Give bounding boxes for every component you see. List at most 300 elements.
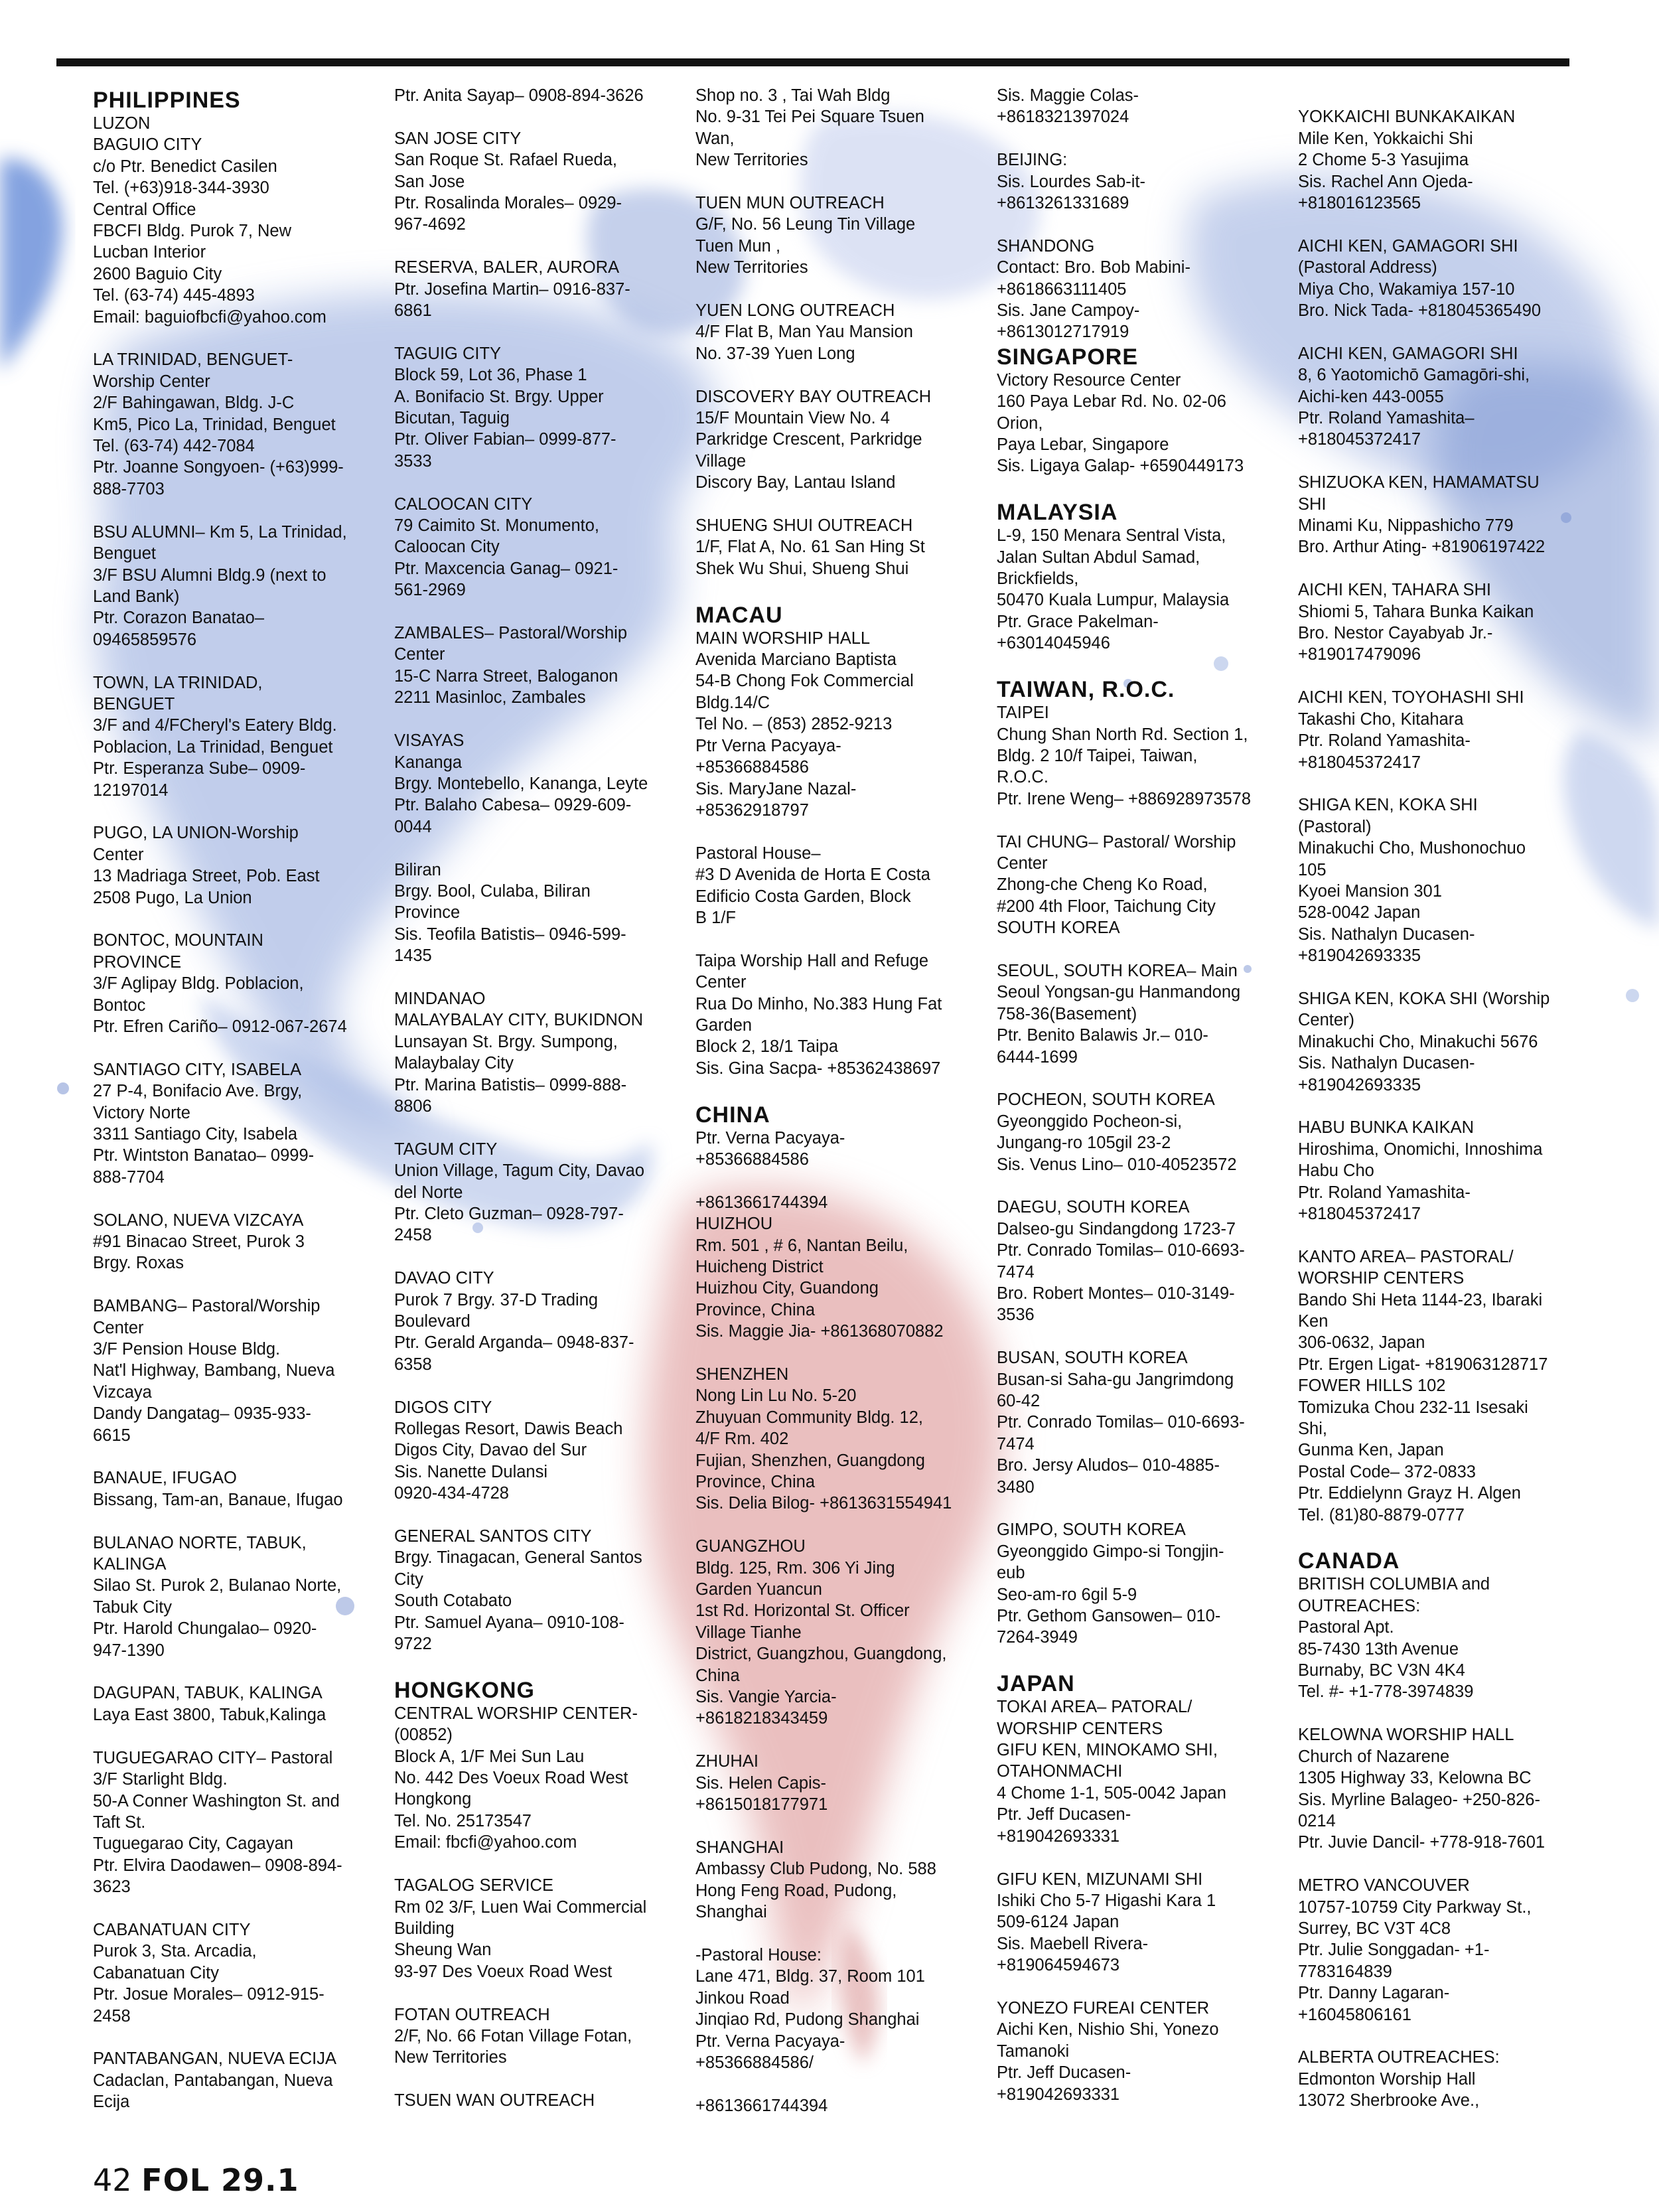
entry-spacer	[394, 472, 695, 493]
entry-line: KANTO AREA– PASTORAL/	[1298, 1247, 1514, 1266]
entry-line: 50-A Conner Washington St. and	[93, 1791, 340, 1810]
entry-line: 13072 Sherbrooke Ave.,	[1298, 2091, 1480, 2110]
entry-line: 3536	[997, 1305, 1035, 1325]
entry-line: HUIZHOU	[695, 1215, 773, 1234]
entry-line: Minami Ku, Nippashicho 779	[1298, 516, 1514, 536]
entry-line: Tuen Mun ,	[695, 236, 781, 256]
entry-line: #200 4th Floor, Taichung City	[997, 897, 1216, 916]
directory-entry	[997, 1347, 1298, 1498]
directory-entry	[93, 1919, 394, 2027]
entry-line: Victory Resource Center	[997, 370, 1181, 390]
entry-line: Sis. Lourdes Sab-it-	[997, 172, 1145, 191]
entry-line: Zhong-che Cheng Ko Road,	[997, 875, 1208, 895]
entry-line: District, Guangzhou, Guangdong,	[695, 1645, 947, 1664]
entry-line: LUZON	[93, 114, 151, 133]
entry-line: 1305 Highway 33, Kelowna BC	[1298, 1769, 1532, 1788]
entry-line: +16045806161	[1298, 2005, 1411, 2024]
entry-line: Wan,	[695, 129, 735, 148]
entry-line: Shiomi 5, Tahara Bunka Kaikan	[1298, 602, 1534, 621]
entry-line: G/F, No. 56 Leung Tin Village	[695, 215, 916, 234]
entry-line: ZHUHAI	[695, 1752, 758, 1771]
entry-line: TAGUIG CITY	[394, 344, 502, 363]
entry-line: Email: fbcfi@yahoo.com	[394, 1833, 577, 1852]
directory-entry	[93, 1059, 394, 1188]
entry-spacer	[1298, 214, 1599, 235]
entry-line: Ecija	[93, 2093, 130, 2112]
entry-line: B 1/F	[695, 908, 736, 927]
entry-line: BRITISH COLUMBIA and	[1298, 1575, 1490, 1594]
entry-line	[1298, 85, 1599, 106]
directory-entry	[394, 730, 695, 838]
directory-entry	[997, 149, 1298, 214]
entry-spacer	[93, 1511, 394, 1532]
entry-line: Digos City, Davao del Sur	[394, 1441, 587, 1460]
entry-line: Contact: Bro. Bob Mabini-	[997, 258, 1190, 277]
entry-line: Purok 3, Sta. Arcadia,	[93, 1942, 257, 1961]
entry-line: Huicheng District	[695, 1257, 824, 1276]
entry-spacer	[1298, 1224, 1599, 1246]
directory-entry	[93, 672, 394, 801]
entry-spacer	[997, 1068, 1298, 1089]
entry-spacer	[93, 500, 394, 521]
entry-line: Ptr. Oliver Fabian– 0999-877-	[394, 430, 616, 449]
entry-line: 8806	[394, 1096, 432, 1116]
directory-entry	[93, 1467, 394, 1511]
entry-spacer	[997, 810, 1298, 831]
entry-line: SHIZUOKA KEN, HAMAMATSU	[1298, 473, 1540, 492]
entry-line: YUEN LONG OUTREACH	[695, 301, 895, 321]
entry-line: Takashi Cho, Kitahara	[1298, 709, 1464, 729]
entry-line: Rm. 501 , # 6, Nantan Beilu,	[695, 1236, 908, 1255]
entry-line: 1st Rd. Horizontal St. Officer	[695, 1601, 910, 1621]
entry-line: 6358	[394, 1355, 432, 1374]
directory-entry	[997, 85, 1298, 128]
entry-line: BULANAO NORTE, TABUK,	[93, 1533, 307, 1552]
entry-line: New Territories	[695, 258, 808, 277]
directory-entry	[394, 859, 695, 967]
entry-line: FOTAN OUTREACH	[394, 2005, 550, 2024]
directory-entry	[695, 192, 997, 279]
entry-spacer	[394, 1854, 695, 1875]
entry-line: Ptr. Maxcencia Ganag– 0921-	[394, 559, 618, 578]
entry-line: Ptr. Ergen Ligat- +819063128717	[1298, 1355, 1548, 1374]
entry-line: DISCOVERY BAY OUTREACH	[695, 387, 932, 406]
directory-entry	[695, 1536, 997, 1730]
entry-line: KALINGA	[93, 1555, 167, 1574]
entry-line: Ptr. Corazon Banatao–	[93, 609, 265, 628]
entry-line: Center	[93, 1318, 144, 1337]
entry-line: 888-7704	[93, 1167, 165, 1187]
entry-line: 13 Madriaga Street, Pob. East	[93, 867, 320, 886]
directory-entry	[997, 1519, 1298, 1648]
entry-line: Ptr. Conrado Tomilas– 010-6693-	[997, 1241, 1245, 1260]
entry-line: Tel. (81)80-8879-0777	[1298, 1505, 1465, 1524]
entry-spacer	[394, 106, 695, 127]
entry-line: Biliran	[394, 860, 441, 879]
directory-entry	[997, 1869, 1298, 1976]
entry-line: +8613261331689	[997, 194, 1129, 213]
entry-line: City	[394, 1570, 423, 1589]
directory-entry	[695, 1837, 997, 2116]
entry-spacer	[997, 939, 1298, 960]
entry-line: Orion,	[997, 413, 1043, 433]
directory-entry	[1298, 1246, 1599, 1526]
entry-line: R.O.C.	[997, 768, 1048, 787]
entry-spacer	[93, 1898, 394, 1919]
entry-line: METRO VANCOUVER	[1298, 1876, 1470, 1895]
entry-line: Lane 471, Bldg. 37, Room 101	[695, 1967, 925, 1986]
entry-spacer	[1298, 666, 1599, 687]
entry-line: Tel No. – (853) 2852-9213	[695, 715, 893, 734]
entry-line: Ambassy Club Pudong, No. 588	[695, 1860, 936, 1879]
entry-line: Kyoei Mansion 301	[1298, 881, 1442, 901]
entry-line: Building	[394, 1919, 455, 1938]
entry-spacer	[1298, 967, 1599, 988]
directory-entry	[394, 1397, 695, 1505]
entry-line: Sis. Gina Sacpa- +85362438697	[695, 1059, 941, 1078]
directory-entry	[1298, 1724, 1599, 1853]
entry-line: TAGALOG SERVICE	[394, 1876, 553, 1895]
directory-entry	[1298, 343, 1599, 451]
entry-line: +8618321397024	[997, 108, 1129, 127]
entry-line: Nat'l Highway, Bambang, Nueva	[93, 1361, 335, 1380]
entry-line: Tel. (63-74) 442-7084	[93, 437, 255, 456]
entry-line: SOLANO, NUEVA VIZCAYA	[93, 1211, 304, 1230]
directory-entry	[997, 1671, 1298, 1847]
entry-line: Miya Cho, Wakamiya 157-10	[1298, 279, 1515, 299]
entry-spacer	[997, 654, 1298, 676]
entry-line: Ptr. Balaho Cabesa– 0929-609-	[394, 796, 632, 815]
entry-line: New Territories	[394, 2048, 507, 2067]
entry-line: +818045372417	[1298, 430, 1421, 449]
entry-line: +818045372417	[1298, 753, 1421, 772]
directory-entry	[394, 1526, 695, 1655]
entry-line: Rua Do Minho, No.383 Hung Fat	[695, 994, 942, 1013]
entry-line: Sheung Wan	[394, 1941, 492, 1960]
entry-spacer	[1298, 1526, 1599, 1547]
entry-line: Ptr. Eddielynn Grayz H. Algen	[1298, 1484, 1521, 1503]
entry-line: +818045372417	[1298, 1204, 1421, 1223]
entry-line: BENGUET	[93, 694, 175, 713]
entry-line: Ptr. Samuel Ayana– 0910-108-	[394, 1613, 624, 1632]
entry-spacer	[997, 477, 1298, 498]
entry-line: DIGOS CITY	[394, 1398, 492, 1417]
entry-line: Malaybalay City	[394, 1054, 514, 1073]
entry-line: Sis. Helen Capis-	[695, 1773, 826, 1793]
entry-line: +819042693335	[1298, 946, 1421, 966]
entry-line: Brgy. Bool, Culaba, Biliran	[394, 881, 591, 901]
entry-spacer	[997, 1976, 1298, 1998]
entry-line: 947-1390	[93, 1641, 165, 1660]
entry-line: HABU BUNKA KAIKAN	[1298, 1118, 1474, 1138]
entry-spacer	[93, 1446, 394, 1467]
entry-line: Surrey, BC V3T 4C8	[1298, 1919, 1451, 1938]
entry-line: ALBERTA OUTREACHES:	[1298, 2048, 1500, 2067]
entry-line: Ptr. Cleto Guzman– 0928-797-	[394, 1204, 624, 1223]
entry-line: Province, China	[695, 1473, 816, 1492]
entry-line: 3/F BSU Alumni Bldg.9 (next to	[93, 565, 326, 585]
entry-line: AICHI KEN, GAMAGORI SHI	[1298, 236, 1518, 256]
entry-spacer	[695, 494, 997, 515]
directory-entry	[394, 1268, 695, 1375]
entry-line: Ptr. Anita Sayap– 0908-894-3626	[394, 86, 644, 105]
directory-entry	[997, 344, 1298, 477]
entry-line: Hongkong	[394, 1790, 472, 1809]
entry-spacer	[93, 1726, 394, 1747]
directory-entry	[695, 603, 997, 822]
entry-spacer	[394, 1246, 695, 1268]
entry-line: WORSHIP CENTERS	[1298, 1269, 1465, 1288]
entry-spacer	[93, 1661, 394, 1682]
entry-line: Rollegas Resort, Dawis Beach	[394, 1420, 623, 1439]
entry-line: 7264-3949	[997, 1628, 1078, 1647]
entry-spacer	[394, 1117, 695, 1138]
entry-line: Bontoc	[93, 995, 146, 1015]
entry-line: Busan-si Saha-gu Jangrimdong	[997, 1370, 1234, 1389]
entry-line: 7474	[997, 1262, 1035, 1282]
entry-spacer	[93, 650, 394, 672]
entry-line: 2/F Bahingawan, Bldg. J-C	[93, 394, 295, 413]
entry-line: Tel. No. 25173547	[394, 1811, 532, 1830]
directory-entry	[1298, 1548, 1599, 1702]
entry-line: +8613661744394	[695, 2096, 828, 2115]
entry-line: Lucban Interior	[93, 243, 206, 262]
entry-spacer	[695, 1816, 997, 1837]
entry-spacer	[695, 1730, 997, 1751]
directory-entry	[93, 1532, 394, 1661]
entry-line: BUSAN, SOUTH KOREA	[997, 1349, 1188, 1368]
entry-line: c/o Ptr. Benedict Casilen	[93, 157, 277, 176]
directory-entry	[1298, 236, 1599, 322]
column-2	[394, 85, 695, 2142]
directory-entry	[394, 1678, 695, 1854]
entry-line: 6615	[93, 1426, 131, 1445]
country-heading: HONGKONG	[394, 1677, 535, 1703]
entry-line: BONTOC, MOUNTAIN	[93, 931, 263, 950]
directory-entry	[394, 494, 695, 601]
entry-line: TOKAI AREA– PATORAL/	[997, 1698, 1192, 1717]
entry-line: BANAUE, IFUGAO	[93, 1469, 237, 1488]
entry-line: A. Bonifacio St. Brgy. Upper	[394, 387, 604, 406]
entry-line: TUGUEGARAO CITY– Pastoral	[93, 1748, 333, 1767]
entry-line: +819042693335	[1298, 1075, 1421, 1094]
entry-spacer	[1298, 451, 1599, 472]
entry-spacer	[695, 171, 997, 192]
directory-entry	[1298, 687, 1599, 773]
entry-line: +8613661744394	[695, 1193, 828, 1212]
directory-entry	[394, 2090, 695, 2111]
entry-line: FOWER HILLS 102	[1298, 1376, 1446, 1396]
entry-line: MALAYBALAY CITY, BUKIDNON	[394, 1011, 644, 1030]
entry-line: Bro. Jersy Aludos– 010-4885-	[997, 1456, 1220, 1475]
entry-line: #91 Binacao Street, Purok 3	[93, 1232, 305, 1252]
entry-line: +819042693331	[997, 1826, 1120, 1846]
entry-spacer	[1298, 2026, 1599, 2047]
entry-line: YONEZO FUREAI CENTER	[997, 1998, 1210, 2018]
entry-line: Ptr. Roland Yamashita-	[1298, 731, 1471, 751]
entry-line: +819064594673	[997, 1956, 1120, 1975]
column-5	[1298, 85, 1599, 2142]
entry-line: DAVAO CITY	[394, 1269, 494, 1288]
entry-line: 306-0632, Japan	[1298, 1333, 1425, 1353]
entry-spacer	[997, 128, 1298, 149]
country-heading: MALAYSIA	[997, 500, 1118, 526]
entry-line: TAIPEI	[997, 703, 1049, 723]
entry-line: 8, 6 Yaotomichō Gamagōri-shi,	[1298, 366, 1530, 385]
entry-line: Ptr. Josue Morales– 0912-915-	[93, 1985, 325, 2004]
directory-entry	[695, 950, 997, 1079]
entry-spacer	[997, 1847, 1298, 1868]
entry-line: Sis. MaryJane Nazal-	[695, 779, 857, 798]
entry-line: Ptr. Elvira Daodawen– 0908-894-	[93, 1856, 342, 1875]
entry-line: +85366884586	[695, 758, 809, 777]
entry-spacer	[394, 838, 695, 859]
directory-entry	[93, 349, 394, 500]
entry-spacer	[93, 328, 394, 349]
entry-line: 561-2969	[394, 581, 466, 600]
entry-line: Habu Cho	[1298, 1161, 1374, 1181]
entry-line: Caloocan City	[394, 538, 500, 557]
entry-spacer	[394, 321, 695, 342]
entry-line: GENERAL SANTOS CITY	[394, 1527, 592, 1546]
entry-line: 3623	[93, 1878, 131, 1897]
entry-line: 4/F Flat B, Man Yau Mansion	[695, 323, 913, 342]
entry-line: BAGUIO CITY	[93, 135, 202, 155]
entry-line: SHUENG SHUI OUTREACH	[695, 516, 913, 536]
entry-line: 2600 Baguio City	[93, 264, 222, 283]
directory-entry	[394, 1139, 695, 1246]
entry-line: +8618663111405	[997, 279, 1127, 299]
entry-line: Bro. Robert Montes– 010-3149-	[997, 1284, 1235, 1303]
entry-line: Aichi Ken, Nishio Shi, Yonezo	[997, 2020, 1219, 2039]
entry-line: 888-7703	[93, 479, 165, 498]
entry-line: RESERVA, BALER, AURORA	[394, 258, 620, 277]
entry-line: Bro. Nestor Cayabyab Jr.-	[1298, 624, 1493, 643]
entry-line: Ptr. Juvie Dancil- +778-918-7601	[1298, 1833, 1546, 1852]
entry-line: 0920-434-4728	[394, 1484, 509, 1503]
entry-line: Ptr. Joanne Songyoen- (+63)999-	[93, 458, 344, 477]
entry-spacer	[695, 1343, 997, 1364]
directory-entry	[997, 500, 1298, 654]
entry-line: 528-0042 Japan	[1298, 903, 1421, 922]
entry-spacer	[394, 967, 695, 988]
entry-line: Vizcaya	[93, 1382, 152, 1402]
entry-line: 758-36(Basement)	[997, 1004, 1137, 1023]
entry-line: (Pastoral)	[1298, 817, 1372, 836]
entry-line: Garden	[695, 1015, 753, 1035]
entry-line: WORSHIP CENTERS	[997, 1719, 1163, 1738]
entry-line: TOWN, LA TRINIDAD,	[93, 673, 263, 692]
entry-line: ZAMBALES– Pastoral/Worship	[394, 624, 627, 643]
entry-line: Brgy. Montebello, Kananga, Leyte	[394, 774, 648, 793]
entry-line: 3/F Aglipay Bldg. Poblacion,	[93, 974, 304, 994]
entry-line: 0214	[1298, 1811, 1336, 1830]
directory-entry	[394, 128, 695, 236]
entry-line: eub	[997, 1564, 1025, 1583]
entry-line: Shop no. 3 , Tai Wah Bldg	[695, 86, 891, 105]
entry-line: Dandy Dangatag– 0935-933-	[93, 1404, 311, 1424]
entry-spacer	[394, 2069, 695, 2090]
entry-line: TAGUM CITY	[394, 1140, 498, 1159]
entry-spacer	[695, 579, 997, 601]
entry-line: Avenida Marciano Baptista	[695, 650, 897, 670]
entry-line: Block A, 1/F Mei Sun Lau	[394, 1747, 585, 1766]
entry-line: Taipa Worship Hall and Refuge	[695, 951, 929, 970]
entry-line: SOUTH KOREA	[997, 919, 1120, 938]
entry-line: Ptr. Julie Songgadan- +1-	[1298, 1941, 1490, 1960]
entry-line: 2458	[93, 2006, 131, 2026]
magazine-issue: FOL 29.1	[141, 2162, 299, 2198]
entry-line: +85362918797	[695, 800, 809, 820]
directory-entry	[1298, 794, 1599, 966]
entry-line: Edificio Costa Garden, Block	[695, 887, 911, 906]
entry-line: (00852)	[394, 1726, 453, 1745]
entry-line: Brickfields,	[997, 569, 1079, 589]
country-heading: MACAU	[695, 602, 783, 628]
entry-line: No. 9-31 Tei Pei Square Tsuen	[695, 108, 924, 127]
entry-line: (Pastoral Address)	[1298, 258, 1437, 277]
entry-line: Jungang-ro 105gil 23-2	[997, 1134, 1171, 1153]
entry-line: Gyeonggido Pocheon-si,	[997, 1112, 1183, 1131]
directory-entry	[394, 988, 695, 1117]
entry-line: Mile Ken, Yokkaichi Shi	[1298, 129, 1473, 148]
entry-line: KELOWNA WORSHIP HALL	[1298, 1726, 1514, 1745]
entry-line: Center	[93, 845, 144, 864]
entry-spacer	[93, 801, 394, 822]
entry-line: 509-6124 Japan	[997, 1913, 1119, 1932]
entry-line: POCHEON, SOUTH KOREA	[997, 1090, 1215, 1110]
directory-entry	[93, 1295, 394, 1446]
entry-spacer	[394, 1375, 695, 1396]
directory-entry	[997, 1998, 1298, 2105]
entry-line: 10757-10759 City Parkway St.,	[1298, 1897, 1532, 1917]
entry-line: +8618218343459	[695, 1709, 828, 1728]
directory-entry	[1298, 2047, 1599, 2111]
entry-line: 4 Chome 1-1, 505-0042 Japan	[997, 1783, 1226, 1803]
entry-line: 105	[1298, 860, 1327, 879]
entry-line: Jalan Sultan Abdul Samad,	[997, 548, 1200, 567]
entry-line: L-9, 150 Menara Sentral Vista,	[997, 526, 1226, 546]
entry-line: South Cotabato	[394, 1591, 512, 1611]
entry-line: Tamanoki	[997, 2041, 1070, 2061]
entry-line: GIFU KEN, MINOKAMO SHI,	[997, 1741, 1218, 1760]
entry-line: Ptr. Danny Lagaran-	[1298, 1984, 1450, 2003]
entry-spacer	[997, 214, 1298, 235]
entry-spacer	[394, 1655, 695, 1676]
entry-line: Ptr. Harold Chungalao– 0920-	[93, 1619, 317, 1639]
entry-line: Fujian, Shenzhen, Guangdong	[695, 1451, 925, 1470]
directory-entry	[997, 236, 1298, 343]
entry-line: Ptr. Jeff Ducasen-	[997, 2063, 1131, 2083]
entry-line: 4/F Rm. 402	[695, 1430, 789, 1449]
entry-line: Ptr. Conrado Tomilas– 010-6693-	[997, 1413, 1245, 1432]
entry-line: Bando Shi Heta 1144-23, Ibaraki	[1298, 1290, 1543, 1309]
entry-line: Sis. Delia Bilog- +8613631554941	[695, 1494, 952, 1513]
entry-spacer	[695, 928, 997, 950]
directory-entry	[695, 1102, 997, 1343]
entry-line: Pastoral Apt.	[1298, 1618, 1394, 1637]
entry-line	[695, 1923, 997, 1945]
entry-line: CABANATUAN CITY	[93, 1920, 251, 1939]
entry-line: OUTREACHES:	[1298, 1596, 1421, 1615]
entry-line: Tuguegarao City, Cagayan	[93, 1834, 293, 1854]
entry-spacer	[695, 1079, 997, 1100]
country-heading: CHINA	[695, 1102, 770, 1128]
entry-line: VISAYAS	[394, 731, 465, 751]
entry-line: 79 Caimito St. Monumento,	[394, 516, 599, 536]
entry-line: Ptr. Josefina Martin– 0916-837-	[394, 279, 630, 299]
entry-line: Shek Wu Shui, Shueng Shui	[695, 559, 909, 578]
